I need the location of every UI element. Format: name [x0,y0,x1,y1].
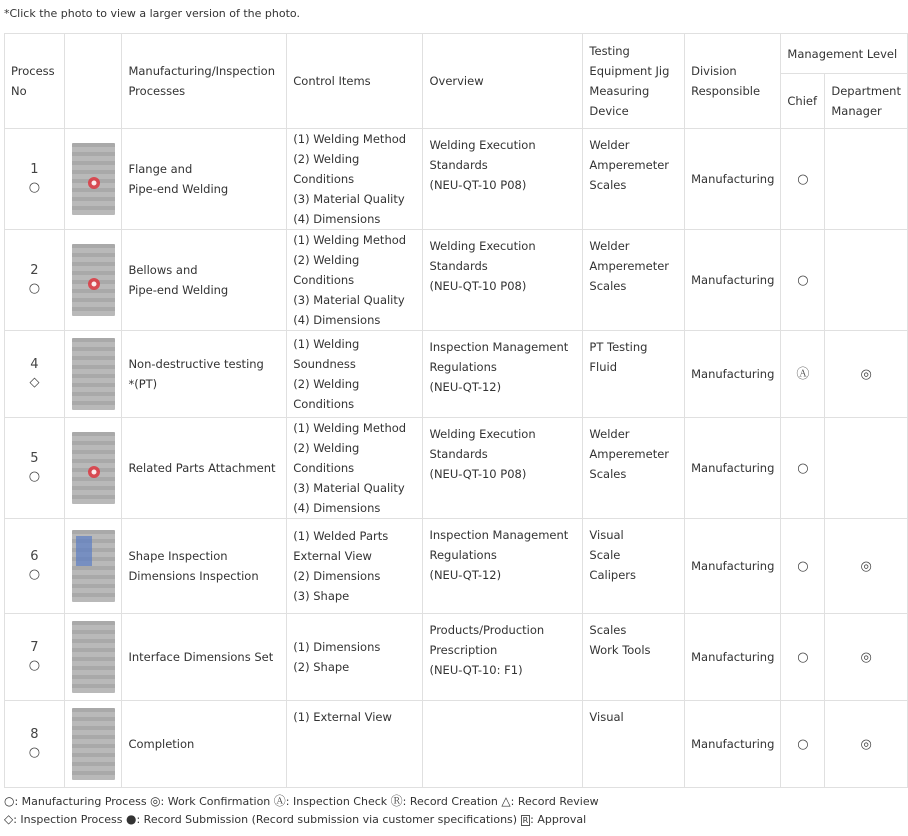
bellows-welding-photo-icon[interactable] [65,244,122,316]
control-items-cell [287,614,423,701]
control-item: (2) Welding Conditions [293,253,360,287]
table-row [5,614,908,701]
control-items-cell [287,331,423,418]
control-item: (3) Material Quality [293,293,405,307]
table-row [5,331,908,418]
equipment-item: Welder [589,239,630,253]
legend-text: : Work Confirmation [160,795,274,808]
chief-level-symbol: ○ [797,649,809,665]
equipment-cell [583,129,685,230]
control-items-cell [287,418,423,519]
photo-cell[interactable] [64,129,122,230]
table-row [5,519,908,614]
legend-line-2 [4,812,586,826]
equipment-item: Visual [589,528,624,542]
process-type-symbol: ○ [28,745,41,760]
table-row [5,418,908,519]
welding-photo-icon[interactable] [65,143,122,215]
process-no-cell [5,614,65,701]
process-no: 1 [30,162,39,177]
control-item: (1) Dimensions [293,640,381,654]
overview-cell [423,129,583,230]
table-row [5,230,908,331]
equipment-item: Fluid [589,360,618,374]
manager-level-symbol: ◎ [860,649,872,665]
parts-attachment-photo-icon[interactable] [65,432,122,504]
process-type-symbol: ○ [28,469,41,484]
header-overview: Overview [423,34,583,129]
overview-line: Standards [429,447,488,461]
header-testing-equipment: Testing Equipment Jig Measuring Device [583,34,685,129]
table-row [5,701,908,788]
legend-text: : Inspection Process [13,813,126,826]
equipment-item: Scales [589,178,627,192]
chief-level-cell [781,519,825,614]
overview-line: (NEU-QT-10: F1) [429,663,523,677]
legend-symbol-icon: R [522,815,529,825]
process-type-symbol: ○ [28,180,41,195]
control-item: (2) Shape [293,660,350,674]
control-item: (4) Dimensions [293,313,381,327]
process-name-line: Flange and [128,162,193,176]
manager-level-cell [825,519,908,614]
legend-text: : Record Submission (Record submission via customer specifications) [136,813,521,826]
process-name-cell [122,230,287,331]
process-name-cell [122,129,287,230]
equipment-item: Scales [589,467,627,481]
photo-cell[interactable] [64,701,122,788]
manager-level-symbol: ◎ [860,558,872,574]
equipment-item: Scale [589,548,621,562]
division-cell: Manufacturing [685,129,781,230]
division-cell: Manufacturing [685,519,781,614]
legend-symbol-icon: ◇ [4,812,14,826]
equipment-cell [583,331,685,418]
header-control-items: Control Items [287,34,423,129]
division-cell: Manufacturing [685,614,781,701]
equipment-item: Scales [589,623,627,637]
header-photo [64,34,122,129]
legend-text: : Manufacturing Process [14,795,151,808]
process-name-line: Pipe-end Welding [128,283,229,297]
control-item: (3) Material Quality [293,192,405,206]
legend-text: : Record Review [510,795,599,808]
overview-line: Standards [429,259,488,273]
legend-symbol-icon: Ⓡ [390,794,403,808]
process-name-line: Pipe-end Welding [128,182,229,196]
overview-line: Welding Execution [429,138,536,152]
chief-level-cell [781,614,825,701]
overview-cell [423,331,583,418]
shape-inspection-photo-icon[interactable] [65,530,122,602]
process-no: 4 [30,357,39,372]
process-name-line: Shape Inspection [128,549,228,563]
overview-line: (NEU-QT-10 P08) [429,467,527,481]
process-name-cell [122,418,287,519]
process-name-cell [122,701,287,788]
process-name-cell [122,331,287,418]
control-item: External View [293,549,372,563]
legend-text: : Inspection Check [285,795,391,808]
chief-level-symbol: ○ [797,171,809,187]
overview-cell [423,230,583,331]
process-name-line: Related Parts Attachment [128,461,276,475]
process-no-cell [5,418,65,519]
control-item: (2) Dimensions [293,569,381,583]
process-type-symbol: ○ [28,567,41,582]
equipment-item: Welder [589,138,630,152]
process-name-line: Interface Dimensions Set [128,650,274,664]
process-table [4,33,908,788]
interface-dimensions-photo-icon[interactable] [65,621,122,693]
manager-level-cell [825,614,908,701]
overview-cell [423,418,583,519]
control-item: (2) Welding Conditions [293,441,360,475]
process-type-symbol: ◇ [29,375,40,390]
control-items-cell [287,129,423,230]
equipment-cell [583,701,685,788]
equipment-cell [583,519,685,614]
control-item: (3) Material Quality [293,481,405,495]
chief-level-cell [781,701,825,788]
legend-symbol-icon: ● [125,812,137,826]
legend-text: : Record Creation [402,795,502,808]
manager-level-symbol: ◎ [860,366,872,382]
control-items-cell [287,519,423,614]
overview-cell [423,614,583,701]
process-no: 2 [30,263,39,278]
overview-line: Welding Execution [429,239,536,253]
chief-level-cell [781,418,825,519]
control-item: (4) Dimensions [293,501,381,515]
equipment-cell [583,614,685,701]
equipment-item: Work Tools [589,643,651,657]
legend-symbol-icon: △ [501,794,511,808]
process-name-line: Completion [128,737,195,751]
control-item: (2) Welding Conditions [293,377,360,411]
equipment-item: Amperemeter [589,259,670,273]
process-no-cell [5,331,65,418]
process-name-cell [122,519,287,614]
process-no: 6 [30,549,39,564]
legend-text: : Approval [530,813,587,826]
header-processes: Manufacturing/Inspection Processes [122,34,287,129]
legend-line-1 [4,792,599,809]
chief-level-symbol: Ⓐ [796,366,810,382]
equipment-item: Amperemeter [589,158,670,172]
legend-symbol-icon: Ⓐ [273,794,286,808]
photo-cell[interactable] [64,230,122,331]
process-name-line: Dimensions Inspection [128,569,259,583]
overview-line: Standards [429,158,488,172]
chief-level-symbol: ○ [797,272,809,288]
process-no-cell [5,701,65,788]
overview-cell [423,701,583,788]
equipment-item: PT Testing [589,340,648,354]
process-name-line: *(PT) [128,377,158,391]
pt-testing-photo-icon[interactable] [65,338,122,410]
division-cell: Manufacturing [685,701,781,788]
completion-photo-icon[interactable] [65,708,122,780]
chief-level-cell [781,331,825,418]
chief-level-symbol: ○ [797,736,809,752]
equipment-cell [583,230,685,331]
overview-line: Inspection Management [429,340,569,354]
legend-symbol-icon: ○ [4,794,15,808]
control-item: (4) Dimensions [293,212,381,226]
process-no: 5 [30,451,39,466]
process-name-line: Bellows and [128,263,198,277]
chief-level-symbol: ○ [797,558,809,574]
overview-line: Regulations [429,548,497,562]
division-cell: Manufacturing [685,230,781,331]
process-name-line: Non-destructive testing [128,357,264,371]
control-item: (1) Welding Method [293,233,407,247]
overview-line: Regulations [429,360,497,374]
division-cell: Manufacturing [685,418,781,519]
chief-level-cell [781,129,825,230]
photo-cell[interactable] [64,418,122,519]
control-item: (1) Welding Soundness [293,337,360,371]
control-item: (1) External View [293,710,392,724]
overview-line: (NEU-QT-12) [429,568,502,582]
overview-line: Products/Production [429,623,545,637]
process-name-cell [122,614,287,701]
photo-cell[interactable] [64,331,122,418]
control-item: (1) Welding Method [293,132,407,146]
chief-level-cell [781,230,825,331]
equipment-item: Scales [589,279,627,293]
division-cell: Manufacturing [685,331,781,418]
manager-level-symbol: ◎ [860,736,872,752]
table-row [5,129,908,230]
manager-level-cell [825,129,908,230]
equipment-item: Amperemeter [589,447,670,461]
overview-line: Prescription [429,643,498,657]
header-management-level: Management Level [781,34,908,74]
process-no: 7 [30,640,39,655]
process-no-cell [5,230,65,331]
control-item: (1) Welded Parts [293,529,389,543]
chief-level-symbol: ○ [797,460,809,476]
legend-symbol-icon: ◎ [150,794,161,808]
control-item: (2) Welding Conditions [293,152,360,186]
manager-level-cell [825,701,908,788]
equipment-item: Calipers [589,568,636,582]
manager-level-cell [825,418,908,519]
header-department-manager: Department Manager [825,74,908,129]
process-type-symbol: ○ [28,658,41,673]
manager-level-cell [825,331,908,418]
overview-line: Inspection Management [429,528,569,542]
overview-cell [423,519,583,614]
control-items-cell [287,701,423,788]
overview-line: (NEU-QT-10 P08) [429,279,527,293]
control-items-cell [287,230,423,331]
control-item: (3) Shape [293,589,350,603]
process-no: 8 [30,727,39,742]
equipment-item: Welder [589,427,630,441]
overview-line: (NEU-QT-12) [429,380,502,394]
header-process-no: Process No [5,34,65,129]
equipment-item: Visual [589,710,624,724]
photo-note: *Click the photo to view a larger version of the photo. [4,7,300,20]
process-type-symbol: ○ [28,281,41,296]
equipment-cell [583,418,685,519]
photo-cell[interactable] [64,614,122,701]
photo-cell[interactable] [64,519,122,614]
header-division: Division Responsible [685,34,781,129]
control-item: (1) Welding Method [293,421,407,435]
manager-level-cell [825,230,908,331]
overview-line: (NEU-QT-10 P08) [429,178,527,192]
header-chief: Chief [781,74,825,129]
process-no-cell [5,129,65,230]
process-no-cell [5,519,65,614]
overview-line: Welding Execution [429,427,536,441]
